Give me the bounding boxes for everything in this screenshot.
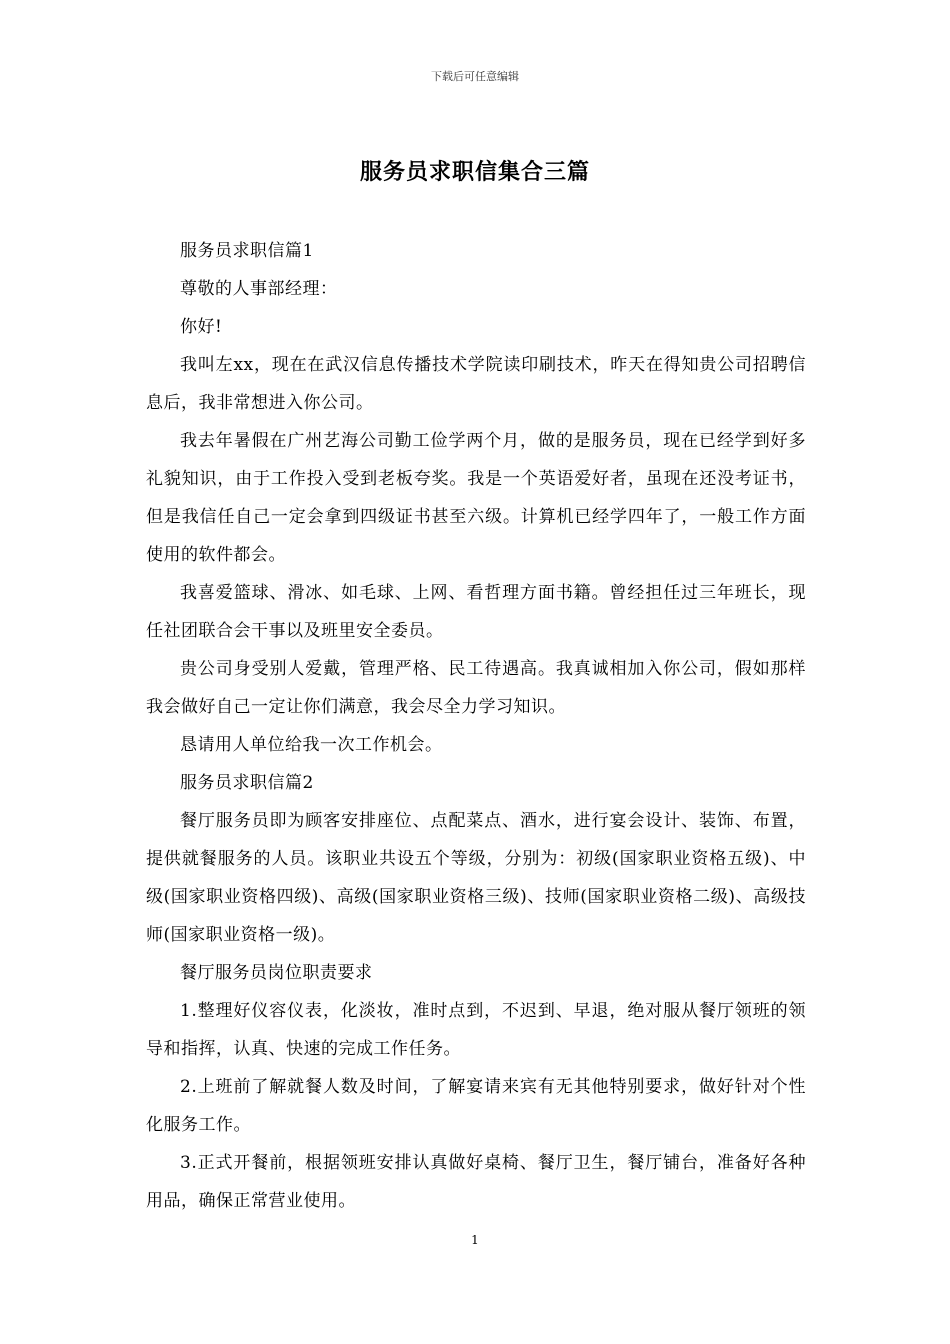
document-title: 服务员求职信集合三篇 <box>359 159 590 185</box>
paragraph-13: 2.上班前了解就餐人数及时间，了解宴请来宾有无其他特别要求，做好针对个性化服务工作。 <box>146 1077 806 1135</box>
paragraph-3: 你好! <box>180 317 223 337</box>
paragraph-14: 3.正式开餐前，根据领班安排认真做好桌椅、餐厅卫生，餐厅铺台，准备好各种用品，确保正常营业使用。 <box>146 1153 806 1211</box>
paragraph-1: 服务员求职信篇1 <box>180 241 314 261</box>
paragraph-8: 恳请用人单位给我一次工作机会。 <box>180 735 443 755</box>
paragraph-12: 1.整理好仪容仪表，化淡妆，准时点到，不迟到、早退，绝对服从餐厅领班的领导和指挥，认真、快速的完成工作任务。 <box>146 1001 806 1059</box>
paragraph-7: 贵公司身受别人爱戴，管理严格、民工待遇高。我真诚相加入你公司，假如那样我会做好自己一定让你们满意，我会尽全力学习知识。 <box>146 659 806 717</box>
paragraph-9: 服务员求职信篇2 <box>180 773 314 793</box>
page-number: 1 <box>471 1233 479 1247</box>
paragraph-11: 餐厅服务员岗位职责要求 <box>180 963 373 983</box>
document-body <box>146 232 806 1220</box>
paragraph-6: 我喜爱篮球、滑冰、如毛球、上网、看哲理方面书籍。曾经担任过三年班长，现任社团联合会干事以及班里安全委员。 <box>146 583 806 641</box>
paragraph-5: 我去年暑假在广州艺海公司勤工俭学两个月，做的是服务员，现在已经学到好多礼貌知识，由于工作投入受到老板夸奖。我是一个英语爱好者，虽现在还没考证书，但是我信任自己一定会拿到四级证书甚至六级。计算机已经学四年了，一般工作方面使用的软件都会。 <box>146 431 806 565</box>
paragraph-2: 尊敬的人事部经理： <box>180 279 338 299</box>
page-header: 下载后可任意编辑 <box>431 70 519 83</box>
paragraph-10: 餐厅服务员即为顾客安排座位、点配菜点、酒水，进行宴会设计、装饰、布置，提供就餐服务的人员。该职业共设五个等级，分别为：初级(国家职业资格五级)、中级(国家职业资格四级)、高级(国家职业资格三级)、技师(国家职业资格二级)、高级技师(国家职业资格一级)。 <box>146 811 806 945</box>
paragraph-4: 我叫左xx，现在在武汉信息传播技术学院读印刷技术，昨天在得知贵公司招聘信息后，我非常想进入你公司。 <box>146 355 806 413</box>
